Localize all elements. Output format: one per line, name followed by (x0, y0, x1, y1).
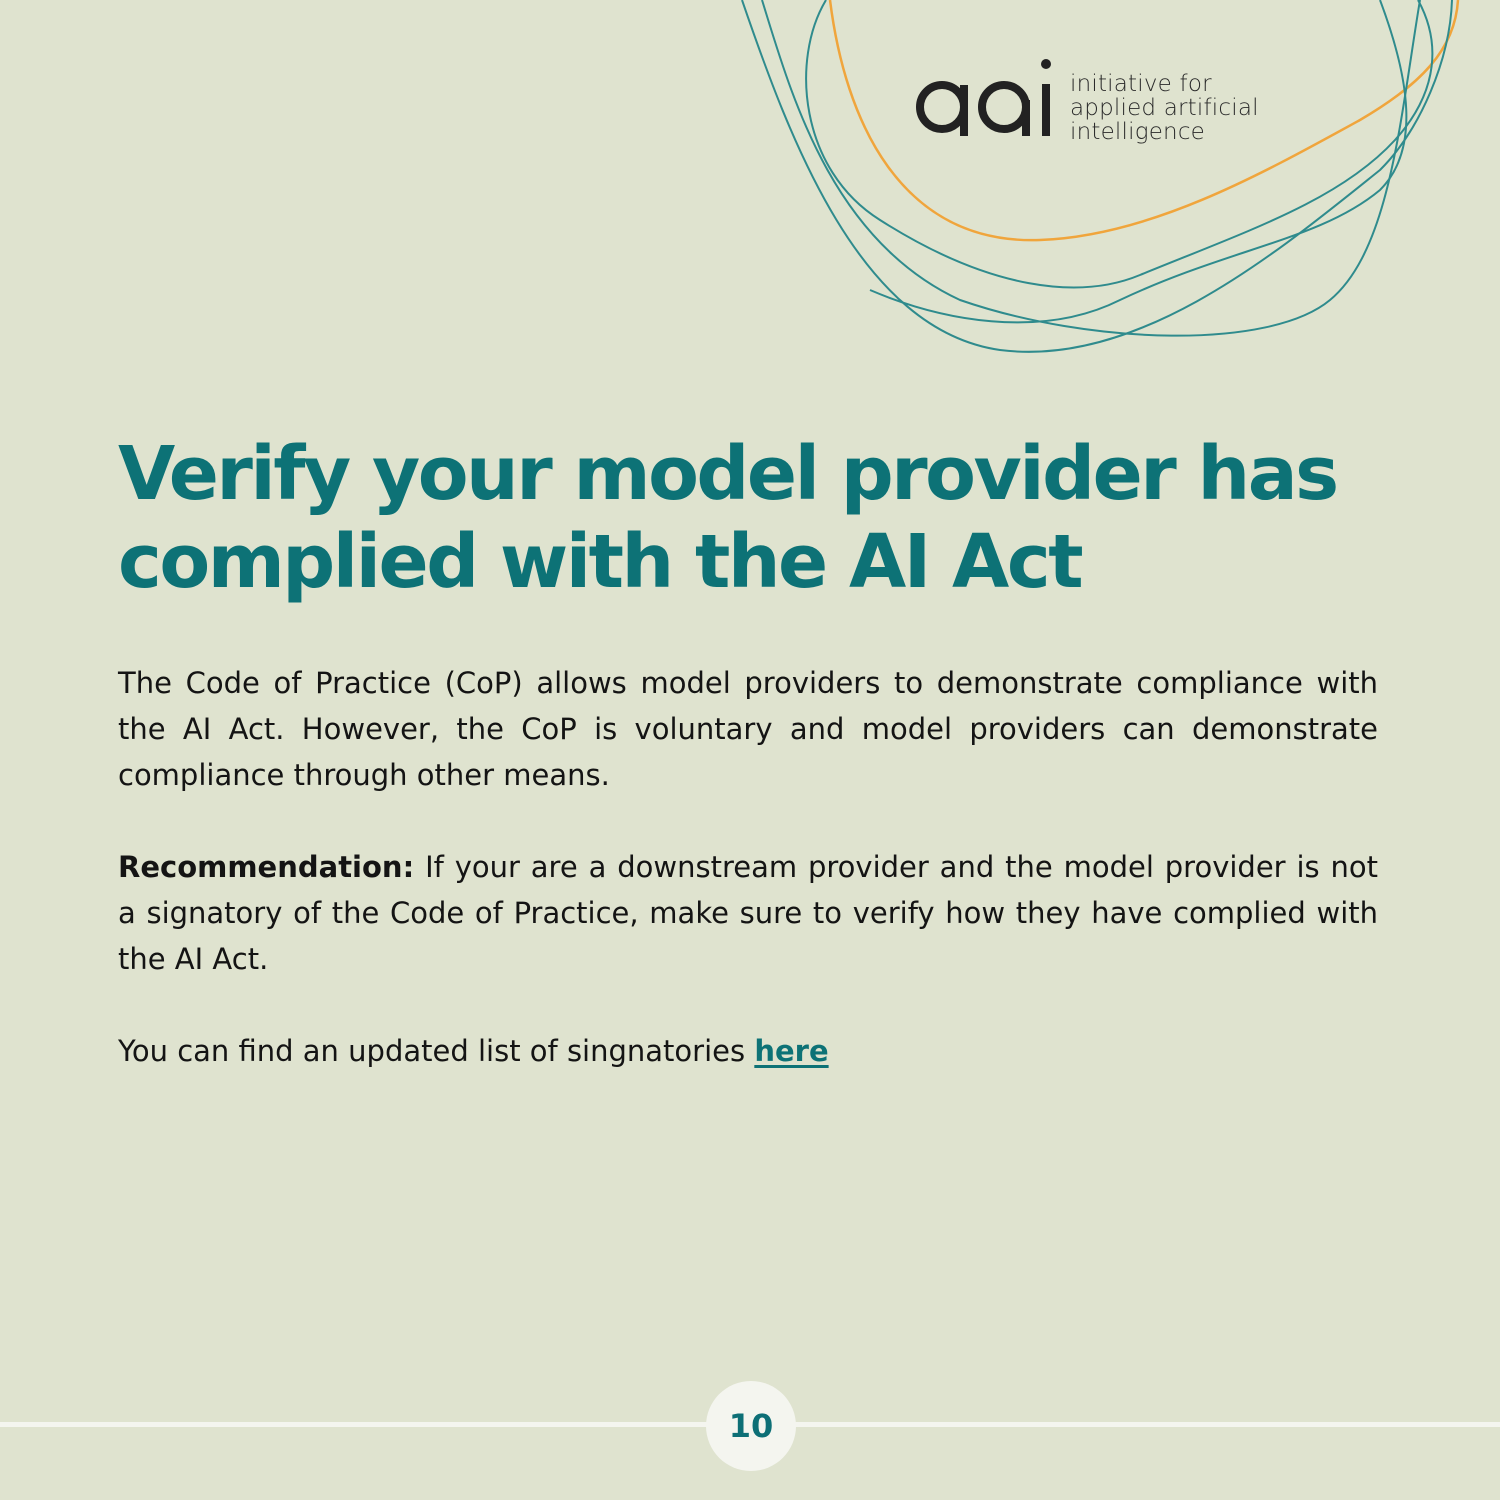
body-copy (118, 660, 1378, 1074)
signatories-text: You can find an updated list of singnatories (118, 1034, 746, 1068)
cop-paragraph: The Code of Practice (CoP) allows model providers to demonstrate compliance with the AI Act. However, the CoP is voluntary and model providers can demonstrate compliance through other means. (118, 666, 1378, 792)
decorative-wave-lines (0, 0, 1500, 400)
recommendation-label: Recommendation: (118, 850, 415, 884)
brand-name-line-2: applied artificial (1070, 95, 1259, 121)
page-number: 10 (728, 1407, 774, 1445)
page-number-badge (706, 1381, 796, 1471)
teal-wave-line-1 (742, 0, 1452, 352)
brand-name (1070, 72, 1259, 144)
signatories-link[interactable]: here (754, 1034, 829, 1068)
recommendation-text: If your are a downstream provider and the model provider is not a signatory of the Code of Practice, make sure to verify how they have complied with the AI Act. (118, 850, 1379, 976)
page-title-line-2: complied with the AI Act (118, 519, 1082, 605)
teal-wave-line-4 (870, 0, 1406, 322)
teal-wave-line-2 (762, 0, 1420, 336)
brand-logo (914, 56, 1259, 145)
page-title (118, 430, 1418, 606)
brand-name-line-1: initiative for (1070, 71, 1212, 97)
recommendation-paragraph (118, 844, 1378, 982)
aai-logo-mark (914, 56, 1054, 140)
brand-name-line-3: intelligence (1070, 119, 1206, 145)
page-title-line-1: Verify your model provider has (118, 431, 1337, 517)
signatories-paragraph (118, 1028, 1378, 1074)
